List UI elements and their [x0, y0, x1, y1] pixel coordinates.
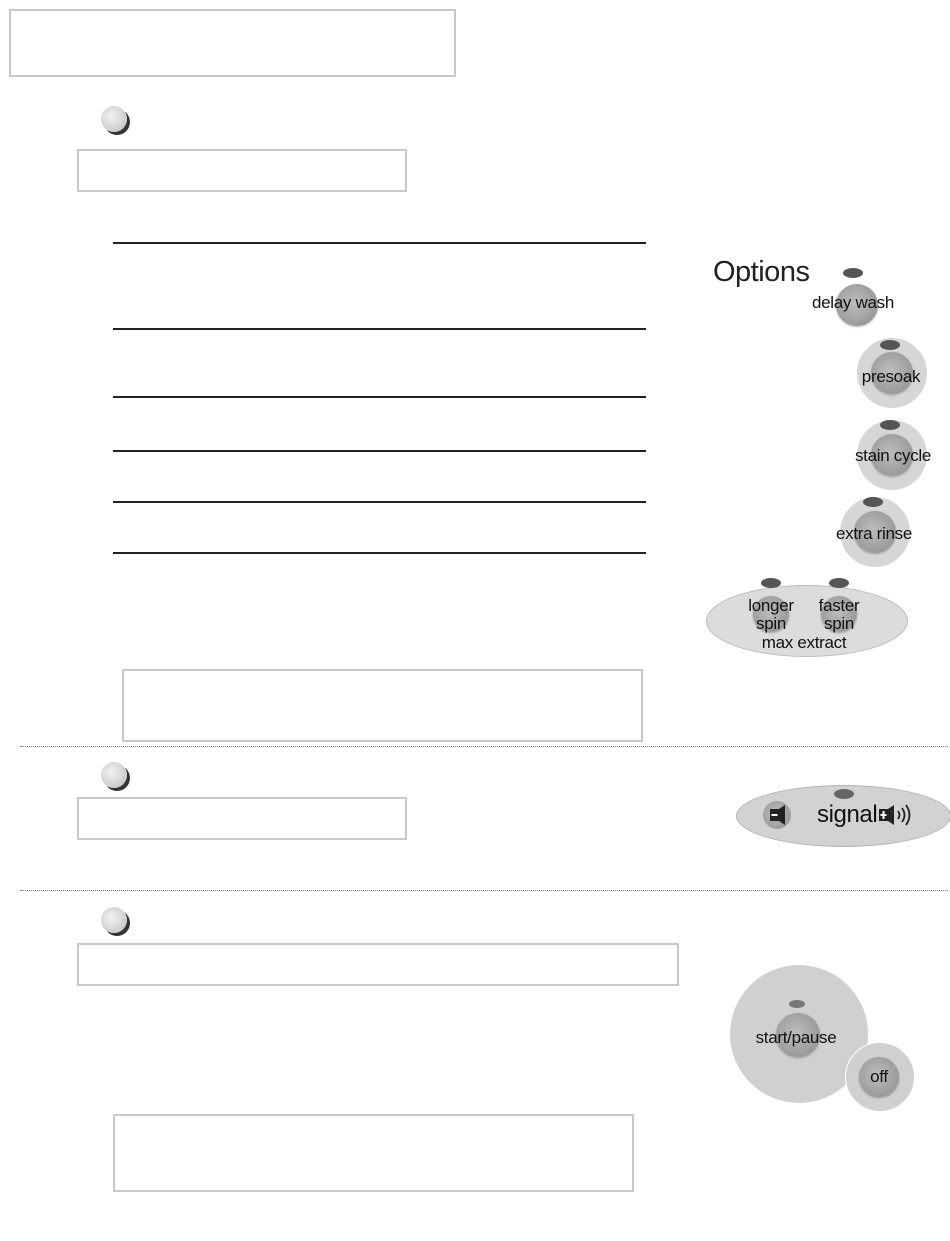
- faster-spin-label-line1: faster: [818, 596, 860, 615]
- presoak-label: presoak: [861, 367, 921, 386]
- signal-led: [834, 789, 854, 799]
- faster-spin-label-line2: spin: [824, 614, 854, 633]
- delay-wash-led: [843, 268, 863, 278]
- options-table-rule: [113, 501, 646, 503]
- section-3-title-box: [77, 943, 679, 986]
- header-box: [9, 9, 456, 77]
- stain-cycle-led: [880, 420, 900, 430]
- options-table-rule: [113, 242, 646, 244]
- section-1-note-box: [122, 669, 643, 742]
- section-1-title-box: [77, 149, 407, 192]
- start-pause-led: [789, 1000, 805, 1008]
- step-bullet-3: [101, 907, 127, 933]
- step-bullet-2: [101, 762, 127, 788]
- options-table-rule: [113, 450, 646, 452]
- section-divider: [20, 890, 948, 891]
- speaker-plus-icon: [877, 801, 921, 829]
- delay-wash-label: delay wash: [811, 293, 895, 312]
- longer-spin-label-line1: longer: [748, 596, 794, 615]
- options-table-rule: [113, 552, 646, 554]
- options-table-rule: [113, 396, 646, 398]
- max-extract-label: max extract: [761, 633, 847, 652]
- longer-spin-label-line2: spin: [756, 614, 786, 633]
- speaker-minus-icon: [763, 801, 791, 829]
- extra-rinse-label: extra rinse: [835, 524, 913, 543]
- section-2-title-box: [77, 797, 407, 840]
- step-bullet-1: [101, 106, 127, 132]
- faster-spin-led: [829, 578, 849, 588]
- options-table-rule: [113, 328, 646, 330]
- options-title: Options: [713, 256, 810, 288]
- section-divider: [20, 746, 948, 747]
- stain-cycle-label: stain cycle: [854, 446, 932, 465]
- section-3-note-box: [113, 1114, 634, 1192]
- longer-spin-led: [761, 578, 781, 588]
- start-pause-label: start/pause: [755, 1028, 837, 1047]
- extra-rinse-led: [863, 497, 883, 507]
- signal-decrease-button[interactable]: [763, 801, 791, 829]
- presoak-led: [880, 340, 900, 350]
- off-label: off: [870, 1067, 888, 1086]
- signal-label: signal: [817, 801, 878, 828]
- signal-increase-button[interactable]: [877, 801, 905, 829]
